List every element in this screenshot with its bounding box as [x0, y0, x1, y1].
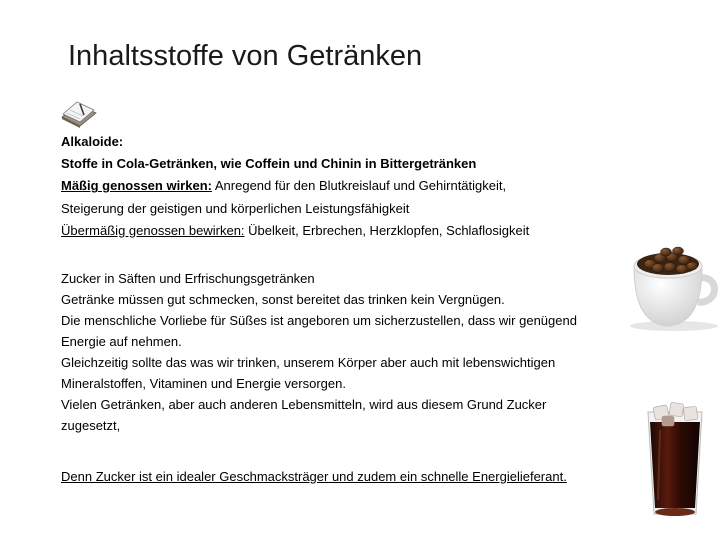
alkaloide-heading: Alkaloide:	[61, 134, 124, 149]
zucker-line-2: Getränke müssen gut schmecken, sonst bereitet das trinken kein Vergnügen.	[61, 292, 505, 307]
coffee-cup-image	[612, 240, 720, 332]
zucker-line-8: zugesetzt,	[61, 418, 121, 433]
alkaloide-section	[61, 131, 529, 242]
conclusion-text: Denn Zucker ist ein idealer Geschmacksträger und zudem ein schnelle Energielieferant.	[61, 469, 567, 484]
conclusion-section	[61, 466, 567, 488]
moderate-text-2: Steigerung der geistigen und körperlichen Leistungsfähigkeit	[61, 200, 410, 216]
moderate-text: Anregend für den Blutkreislauf und Gehirntätigkeit,	[211, 178, 507, 194]
zucker-line-6: Mineralstoffen, Vitaminen und Energie versorgen.	[61, 376, 346, 391]
slide-title: Inhaltsstoffe von Getränken	[68, 40, 423, 72]
zucker-line-1: Zucker in Säften und Erfrischungsgetränken	[61, 271, 315, 286]
alkaloide-line-1: Stoffe in Cola-Getränken, wie Coffein und Chinin in Bittergetränken	[61, 156, 477, 172]
zucker-section	[61, 268, 651, 436]
alkaloide-excess	[61, 220, 529, 242]
alkaloide-moderate-2	[61, 198, 529, 220]
cola-glass-image	[640, 400, 710, 520]
excess-text: Übelkeit, Erbrechen, Herzklopfen, Schlaflosigkeit	[244, 222, 530, 238]
alkaloide-moderate	[61, 175, 529, 197]
moderate-label: Mäßig genossen wirken:	[61, 178, 212, 194]
zucker-line-7: Vielen Getränken, aber auch anderen Lebensmitteln, wird aus diesem Grund Zucker	[61, 397, 547, 412]
zucker-line-3: Die menschliche Vorliebe für Süßes ist angeboren um sicherzustellen, dass wir genügend	[61, 313, 577, 328]
book-icon	[58, 99, 98, 129]
zucker-line-4: Energie auf nehmen.	[61, 334, 182, 349]
excess-label: Übermäßig genossen bewirken:	[61, 222, 245, 238]
zucker-line-5: Gleichzeitig sollte das was wir trinken, unserem Körper aber auch mit lebenswichtigen	[61, 355, 556, 370]
